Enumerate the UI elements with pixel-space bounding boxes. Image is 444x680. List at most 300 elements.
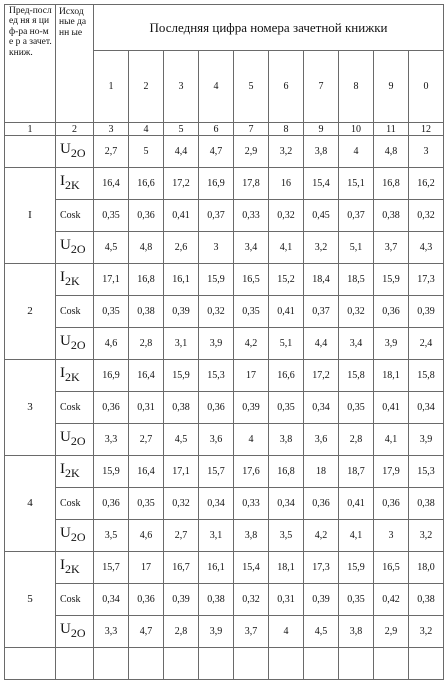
parameter-label [56,648,94,680]
parameter-subscript: 2O [70,242,86,256]
value-text: 0,36 [207,402,225,413]
value-text: 15,7 [207,466,225,477]
value-cell [339,200,374,232]
value-text: 3,4 [349,338,363,349]
value-cell [199,648,234,680]
value-text: 5,1 [279,338,293,349]
value-cell [164,552,199,584]
value-text: 16,7 [172,562,190,573]
value-text: 17,1 [102,274,120,285]
value-text: 17,3 [312,562,330,573]
value-cell [339,264,374,296]
value-text: 3,2 [419,530,433,541]
value-cell [374,584,409,616]
column-number: 9 [304,123,339,136]
value-cell [409,648,444,680]
value-cell [129,200,164,232]
value-text: 0,36 [137,210,155,221]
value-text: 2,9 [244,146,258,157]
parameter-label [56,360,94,392]
table-row [5,648,444,680]
value-text: 16,9 [102,370,120,381]
value-cell [374,552,409,584]
parameter-subscript: 2O [70,338,86,352]
value-text: 0,38 [137,306,155,317]
table-row [5,200,444,232]
value-text: 16 [281,178,291,189]
value-cell [129,552,164,584]
table-row [5,520,444,552]
value-cell [199,616,234,648]
value-text: 4,1 [279,242,293,253]
value-text: 15,9 [347,562,365,573]
value-cell [269,424,304,456]
value-text: 0,35 [102,306,120,317]
value-cell [94,328,129,360]
student-digit-cell [5,136,56,168]
value-cell [129,520,164,552]
value-cell [339,168,374,200]
value-text: 17,6 [242,466,260,477]
table-row [5,264,444,296]
value-cell [339,552,374,584]
value-cell [234,296,269,328]
value-text: 16,4 [137,370,155,381]
value-cell [234,136,269,168]
value-text: 3,7 [384,242,398,253]
value-cell [304,328,339,360]
value-text: 0,37 [347,210,365,221]
value-text: 4,5 [104,242,118,253]
value-text: 15,1 [347,178,365,189]
value-text: 18,7 [347,466,365,477]
table-row [5,488,444,520]
parameter-subscript: 2O [70,146,86,160]
value-cell [304,520,339,552]
value-cell [94,648,129,680]
table-row [5,232,444,264]
value-cell [234,648,269,680]
parameter-symbol: Cosk [60,306,81,317]
value-cell [339,616,374,648]
value-cell [234,520,269,552]
value-text: 0,36 [382,306,400,317]
value-text: 18 [316,466,326,477]
value-cell [269,616,304,648]
value-cell [94,456,129,488]
value-cell [304,584,339,616]
parameter-label [56,456,94,488]
value-text: 18,4 [312,274,330,285]
value-cell [374,456,409,488]
value-text: 16,6 [137,178,155,189]
value-text: 4,1 [384,434,398,445]
value-cell [304,168,339,200]
value-text: 4,1 [349,530,363,541]
value-cell [339,360,374,392]
value-cell [374,168,409,200]
value-cell [199,392,234,424]
value-text: 0,35 [242,306,260,317]
value-cell [164,328,199,360]
value-text: 15,3 [417,466,435,477]
value-cell [304,488,339,520]
value-cell [269,488,304,520]
parameter-symbol: U [60,237,71,253]
parameter-symbol: Cosk [60,498,81,509]
value-cell [164,200,199,232]
value-text: 17,9 [382,466,400,477]
value-cell [129,136,164,168]
value-text: 15,7 [102,562,120,573]
value-cell [409,232,444,264]
value-text: 4 [353,146,359,157]
digit-header: 4 [199,51,234,123]
table-row [5,360,444,392]
value-text: 17,3 [417,274,435,285]
value-cell [94,232,129,264]
value-text: 0,38 [382,210,400,221]
value-text: 3,9 [209,338,223,349]
value-text: 16,4 [137,466,155,477]
value-text: 3 [423,146,429,157]
value-cell [234,360,269,392]
value-text: 0,39 [312,594,330,605]
parameter-symbol: U [60,429,71,445]
value-text: 3,6 [314,434,328,445]
value-cell [234,168,269,200]
value-text: 0,39 [172,594,190,605]
value-cell [374,392,409,424]
parameter-symbol: I [60,269,65,285]
value-cell [199,136,234,168]
value-text: 4,3 [419,242,433,253]
value-text: 17 [141,562,151,573]
value-cell [234,232,269,264]
value-cell [409,488,444,520]
parameter-label [56,584,94,616]
value-text: 5,1 [349,242,363,253]
value-cell [339,584,374,616]
value-text: 3,2 [419,626,433,637]
value-text: 3,7 [244,626,258,637]
value-cell [339,488,374,520]
value-text: 0,36 [312,498,330,509]
value-cell [269,264,304,296]
value-text: 4,2 [244,338,258,349]
value-text: 16,1 [207,562,225,573]
value-text: 3,6 [209,434,223,445]
data-table [4,4,444,680]
value-text: 0,35 [102,210,120,221]
value-text: 18,5 [347,274,365,285]
value-text: 18,1 [382,370,400,381]
value-text: 0,35 [347,402,365,413]
table-row [5,392,444,424]
value-text: 4,7 [209,146,223,157]
value-text: 2,7 [174,530,188,541]
value-cell [164,232,199,264]
digit-header: 0 [409,51,444,123]
student-digit-cell: 2 [5,264,56,360]
value-cell [234,264,269,296]
value-text: 17,2 [312,370,330,381]
value-cell [199,232,234,264]
value-text: 4,8 [139,242,153,253]
value-cell [94,520,129,552]
value-cell [339,296,374,328]
value-text: 0,37 [207,210,225,221]
value-cell [164,168,199,200]
value-text: 3,3 [104,626,118,637]
parameter-label [56,296,94,328]
value-cell [94,584,129,616]
value-text: 0,34 [277,498,295,509]
value-text: 2,6 [174,242,188,253]
value-cell [304,456,339,488]
value-cell [129,456,164,488]
value-text: 15,9 [207,274,225,285]
parameter-symbol: Cosk [60,402,81,413]
value-cell [269,456,304,488]
value-cell [199,200,234,232]
value-cell [199,520,234,552]
value-text: 2,8 [174,626,188,637]
value-cell [269,520,304,552]
value-text: 0,39 [172,306,190,317]
value-cell [339,232,374,264]
table-row [5,456,444,488]
value-text: 3,2 [279,146,293,157]
table-row [5,328,444,360]
value-cell [129,392,164,424]
value-cell [199,584,234,616]
parameter-symbol: I [60,557,65,573]
value-cell [374,424,409,456]
value-cell [409,168,444,200]
parameter-label [56,168,94,200]
value-cell [339,392,374,424]
table-row [5,136,444,168]
value-cell [94,392,129,424]
column-number: 8 [269,123,304,136]
value-text: 2,7 [104,146,118,157]
value-text: 3,8 [349,626,363,637]
student-digit-cell: 3 [5,360,56,456]
parameter-subscript: 2K [65,178,80,192]
value-cell [129,648,164,680]
value-text: 3,9 [209,626,223,637]
column-number: 6 [199,123,234,136]
table-row [5,168,444,200]
value-text: 0,42 [382,594,400,605]
value-cell [129,328,164,360]
parameter-symbol: U [60,333,71,349]
value-text: 0,34 [417,402,435,413]
value-cell [129,616,164,648]
column-numbers-row [5,123,444,136]
value-text: 0,39 [417,306,435,317]
value-text: 16,8 [137,274,155,285]
value-cell [304,136,339,168]
value-text: 2,7 [139,434,153,445]
parameter-label [56,552,94,584]
value-cell [129,584,164,616]
value-cell [374,296,409,328]
value-text: 4,5 [314,626,328,637]
value-cell [199,552,234,584]
value-cell [304,360,339,392]
value-text: 15,4 [242,562,260,573]
value-text: 0,32 [417,210,435,221]
value-cell [94,200,129,232]
header-prev-digit: Пред-послед ня я циф-ра но-м е р а зачет. книж. [5,5,56,123]
value-cell [409,136,444,168]
value-text: 3,8 [244,530,258,541]
value-cell [374,616,409,648]
value-text: 17,1 [172,466,190,477]
value-text: 15,2 [277,274,295,285]
value-text: 18,0 [417,562,435,573]
value-cell [409,360,444,392]
value-text: 4,4 [314,338,328,349]
value-cell [199,488,234,520]
value-text: 4 [248,434,254,445]
digit-header: 9 [374,51,409,123]
value-cell [164,360,199,392]
value-cell [94,296,129,328]
parameter-label [56,392,94,424]
value-cell [339,136,374,168]
digit-header: 7 [304,51,339,123]
parameter-symbol: I [60,173,65,189]
value-cell [94,168,129,200]
value-cell [269,552,304,584]
value-text: 0,36 [102,498,120,509]
value-text: 15,8 [347,370,365,381]
value-text: 3,4 [244,242,258,253]
value-text: 16,8 [382,178,400,189]
value-cell [94,360,129,392]
value-cell [339,520,374,552]
value-cell [269,648,304,680]
value-text: 3,3 [104,434,118,445]
value-text: 4,2 [314,530,328,541]
value-cell [374,232,409,264]
value-text: 3,2 [314,242,328,253]
value-text: 0,34 [312,402,330,413]
value-text: 0,38 [172,402,190,413]
value-cell [129,296,164,328]
value-cell [374,264,409,296]
digit-header: 8 [339,51,374,123]
value-text: 3,5 [104,530,118,541]
value-cell [339,328,374,360]
value-text: 15,9 [172,370,190,381]
parameter-symbol: U [60,621,71,637]
value-cell [374,520,409,552]
value-text: 18,1 [277,562,295,573]
value-cell [339,424,374,456]
value-cell [164,520,199,552]
value-text: 3,9 [384,338,398,349]
value-text: 3,8 [279,434,293,445]
value-cell [409,392,444,424]
value-text: 0,37 [312,306,330,317]
value-text: 3,8 [314,146,328,157]
digit-header: 1 [94,51,129,123]
value-text: 0,38 [207,594,225,605]
value-cell [269,168,304,200]
parameter-symbol: U [60,141,71,157]
value-cell [234,424,269,456]
value-text: 17,2 [172,178,190,189]
column-number: 12 [409,123,444,136]
parameter-symbol: U [60,525,71,541]
value-text: 0,31 [137,402,155,413]
value-cell [409,552,444,584]
parameter-label [56,232,94,264]
value-text: 15,8 [417,370,435,381]
value-cell [129,232,164,264]
column-number: 1 [5,123,56,136]
value-cell [164,296,199,328]
parameter-label [56,424,94,456]
value-text: 0,34 [102,594,120,605]
column-number: 7 [234,123,269,136]
value-cell [374,328,409,360]
header-source-data: Исход ные данн ые [56,5,94,123]
value-text: 0,41 [347,498,365,509]
value-text: 0,38 [417,498,435,509]
value-text: 16,4 [102,178,120,189]
value-cell [304,424,339,456]
value-text: 4,6 [104,338,118,349]
value-text: 3,5 [279,530,293,541]
value-cell [234,200,269,232]
column-number: 10 [339,123,374,136]
value-cell [374,488,409,520]
value-cell [129,264,164,296]
value-cell [269,392,304,424]
parameter-label [56,328,94,360]
value-cell [234,552,269,584]
value-cell [269,232,304,264]
value-text: 4 [283,626,289,637]
value-cell [129,360,164,392]
value-text: 4,7 [139,626,153,637]
value-text: 15,9 [382,274,400,285]
column-number: 3 [94,123,129,136]
value-cell [234,616,269,648]
value-text: 4,5 [174,434,188,445]
value-text: 16,8 [277,466,295,477]
parameter-label [56,520,94,552]
value-cell [94,616,129,648]
value-cell [164,616,199,648]
header-last-digit: Последняя цифра номера зачетной книжки [94,5,444,51]
table-row [5,584,444,616]
value-cell [234,392,269,424]
value-cell [199,328,234,360]
value-cell [234,328,269,360]
value-cell [94,136,129,168]
digit-header: 3 [164,51,199,123]
value-cell [304,232,339,264]
value-cell [374,136,409,168]
value-text: 16,5 [242,274,260,285]
table-row [5,424,444,456]
